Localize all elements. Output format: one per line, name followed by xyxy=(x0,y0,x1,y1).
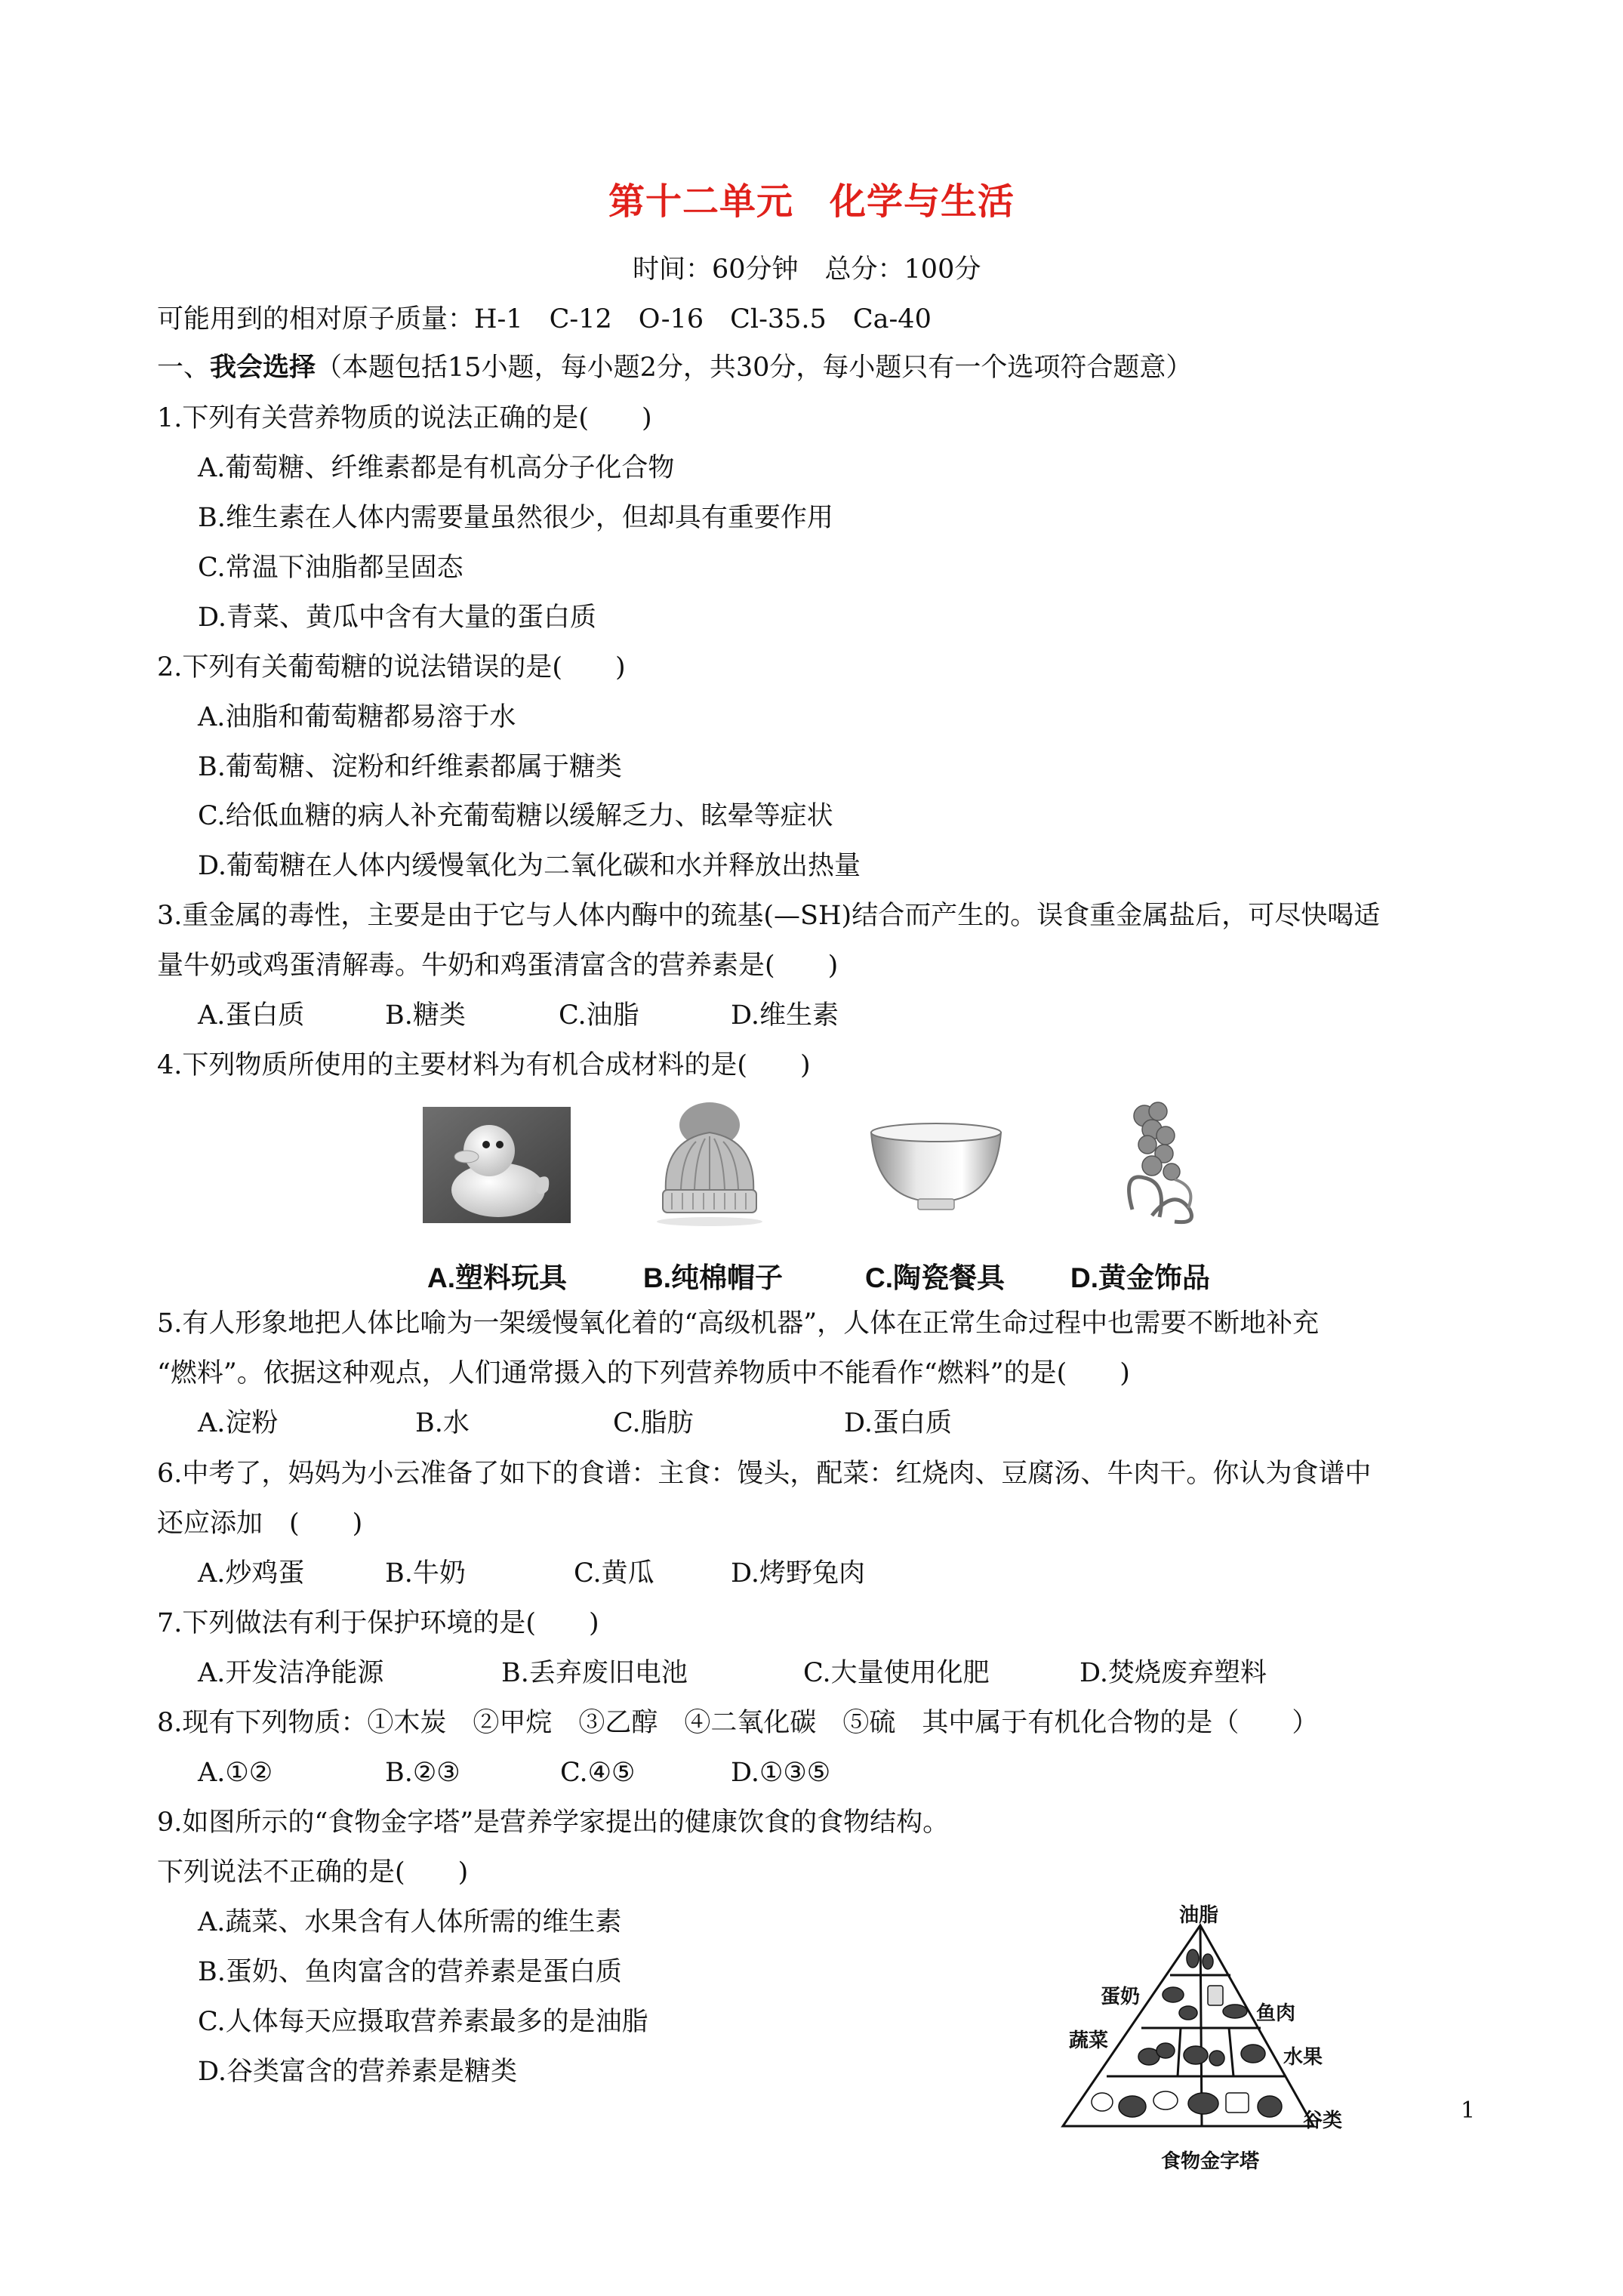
title-topic: 化学与生活 xyxy=(830,180,1015,223)
q6-stem-line2: 还应添加 ( ) xyxy=(157,1509,363,1539)
q4-caption-c: C.陶瓷餐具 xyxy=(865,1262,1005,1293)
q1-option-c: C.常温下油脂都呈固态 xyxy=(198,553,463,583)
pyramid-label-left-upper: 蛋奶 xyxy=(1101,1986,1141,2008)
plastic-duck-image xyxy=(423,1107,571,1223)
q1-option-d: D.青菜、黄瓜中含有大量的蛋白质 xyxy=(198,603,596,633)
q2-option-d: D.葡萄糖在人体内缓慢氧化为二氧化碳和水并释放出热量 xyxy=(198,851,861,881)
q2-stem: 2.下列有关葡萄糖的说法错误的是( ) xyxy=(157,652,626,683)
q3-option-d: D.维生素 xyxy=(731,1000,839,1031)
q3-option-c: C.油脂 xyxy=(559,1000,639,1031)
q6-option-d: D.烤野兔肉 xyxy=(731,1558,865,1589)
section-desc: （本题包括15小题，每小题2分，共30分，每小题只有一个选项符合题意） xyxy=(316,353,1193,383)
q3-option-b: B.糖类 xyxy=(385,1000,466,1031)
q3-option-a: A.蛋白质 xyxy=(198,1000,305,1031)
q6-stem-line1: 6.中考了，妈妈为小云准备了如下的食谱：主食：馒头，配菜：红烧肉、豆腐汤、牛肉干。你认为食谱中 xyxy=(157,1459,1372,1489)
q2-option-a: A.油脂和葡萄糖都易溶于水 xyxy=(198,702,516,732)
page-title xyxy=(0,172,1623,224)
q8-option-b: B.②③ xyxy=(385,1758,460,1788)
q9-option-b: B.蛋奶、鱼肉富含的营养素是蛋白质 xyxy=(198,1957,622,1987)
q1-option-a: A.葡萄糖、纤维素都是有机高分子化合物 xyxy=(198,453,675,483)
q3-stem-line1: 3.重金属的毒性，主要是由于它与人体内酶中的巯基(—SH)结合而产生的。误食重金属盐后，可尽快喝适 xyxy=(157,901,1381,931)
q7-stem: 7.下列做法有利于保护环境的是( ) xyxy=(157,1608,599,1638)
pyramid-caption: 食物金字塔 xyxy=(1161,2150,1260,2173)
q7-option-d: D.焚烧废弃塑料 xyxy=(1079,1658,1267,1688)
q9-option-c: C.人体每天应摄取营养素最多的是油脂 xyxy=(198,2007,648,2037)
pyramid-label-right-lower: 水果 xyxy=(1283,2046,1323,2069)
q3-stem-line2: 量牛奶或鸡蛋清解毒。牛奶和鸡蛋清富含的营养素是( ) xyxy=(157,951,839,981)
pyramid-label-top: 油脂 xyxy=(1179,1904,1219,1927)
q2-option-c: C.给低血糖的病人补充葡萄糖以缓解乏力、眩晕等症状 xyxy=(198,801,833,831)
q6-option-c: C.黄瓜 xyxy=(574,1558,654,1589)
q4-caption-a: A.塑料玩具 xyxy=(427,1262,567,1293)
q8-stem: 8.现有下列物质：①木炭 ②甲烷 ③乙醇 ④二氧化碳 ⑤硫 其中属于有机化合物的是（ ） xyxy=(157,1708,1319,1738)
time-info: 时间：60分钟 总分：100分 xyxy=(633,254,981,285)
pyramid-label-bottom-right: 谷类 xyxy=(1303,2110,1343,2132)
pyramid-label-right-upper: 鱼肉 xyxy=(1256,2002,1296,2025)
q5-stem-line1: 5.有人形象地把人体比喻为一架缓慢氧化着的“高级机器”，人体在正常生命过程中也需要不断地补充 xyxy=(157,1308,1320,1339)
ceramic-bowl-image xyxy=(861,1110,1012,1223)
page-number: 1 xyxy=(1461,2097,1476,2124)
q2-option-b: B.葡萄糖、淀粉和纤维素都属于糖类 xyxy=(198,752,622,782)
q4-caption-b: B.纯棉帽子 xyxy=(643,1262,783,1293)
atomic-masses: 可能用到的相对原子质量：H-1 C-12 O-16 Cl-35.5 Ca-40 xyxy=(157,304,932,334)
q5-option-b: B.水 xyxy=(415,1408,470,1438)
gold-jewelry-image xyxy=(1099,1096,1212,1232)
q1-stem: 1.下列有关营养物质的说法正确的是( ) xyxy=(157,403,652,433)
q9-option-a: A.蔬菜、水果含有人体所需的维生素 xyxy=(198,1907,622,1937)
section-prefix: 一、 xyxy=(157,353,211,383)
q7-option-a: A.开发洁净能源 xyxy=(198,1658,384,1688)
q5-option-c: C.脂肪 xyxy=(613,1408,694,1438)
q5-option-a: A.淀粉 xyxy=(198,1408,279,1438)
title-unit: 第十二单元 xyxy=(608,180,793,223)
q8-option-a: A.①② xyxy=(198,1758,273,1788)
q8-option-c: C.④⑤ xyxy=(560,1758,636,1788)
q9-option-d: D.谷类富含的营养素是糖类 xyxy=(198,2057,517,2087)
q9-stem-line1: 9.如图所示的“食物金字塔”是营养学家提出的健康饮食的食物结构。 xyxy=(157,1808,950,1838)
q7-option-c: C.大量使用化肥 xyxy=(803,1658,990,1688)
q5-stem-line2: “燃料”。依据这种观点，人们通常摄入的下列营养物质中不能看作“燃料”的是( ) xyxy=(157,1358,1130,1388)
cotton-hat-image xyxy=(636,1095,784,1231)
q4-stem: 4.下列物质所使用的主要材料为有机合成材料的是( ) xyxy=(157,1050,811,1080)
q7-option-b: B.丢弃废旧电池 xyxy=(501,1658,688,1688)
q1-option-b: B.维生素在人体内需要量虽然很少，但却具有重要作用 xyxy=(198,503,833,533)
pyramid-label-left-lower: 蔬菜 xyxy=(1069,2029,1109,2052)
section-name: 我会选择 xyxy=(210,352,316,383)
q6-option-b: B.牛奶 xyxy=(385,1558,466,1589)
q4-caption-d: D.黄金饰品 xyxy=(1070,1262,1210,1293)
section-heading xyxy=(157,350,1192,385)
q6-option-a: A.炒鸡蛋 xyxy=(198,1558,305,1589)
q9-stem-line2: 下列说法不正确的是( ) xyxy=(157,1857,469,1888)
q8-option-d: D.①③⑤ xyxy=(731,1758,831,1788)
q5-option-d: D.蛋白质 xyxy=(844,1408,952,1438)
